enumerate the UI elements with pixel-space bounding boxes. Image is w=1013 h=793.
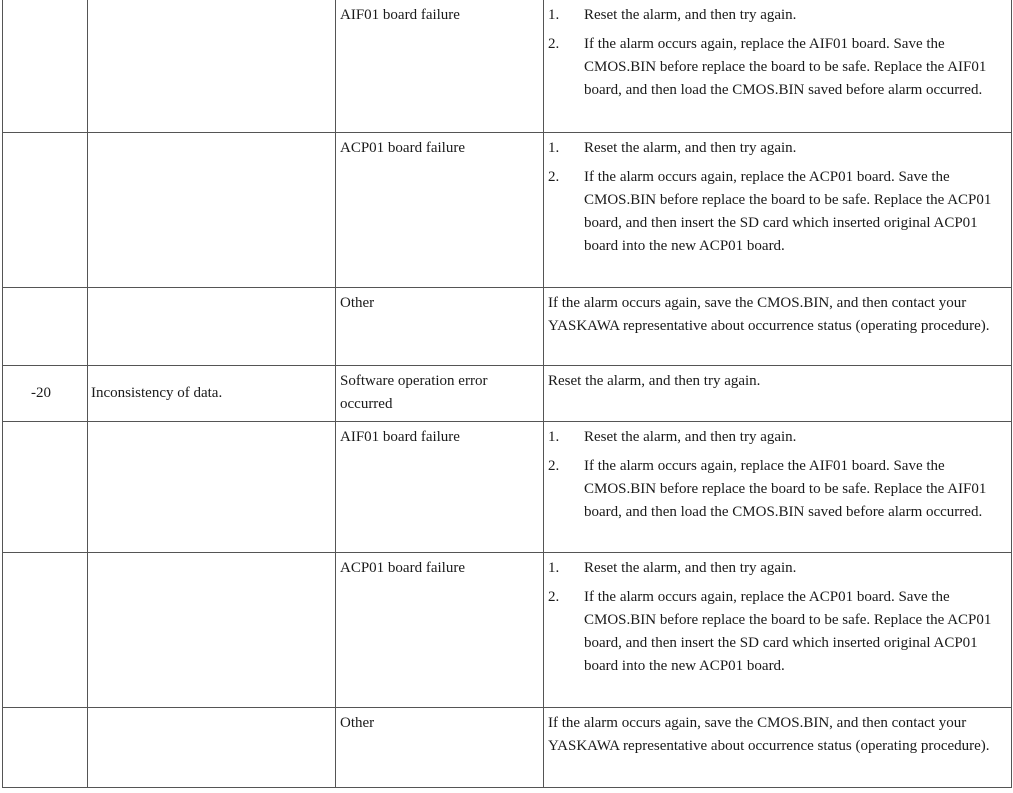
remedy-step	[548, 455, 1007, 524]
cause-text: Other	[340, 715, 375, 731]
table-row	[3, 708, 1012, 788]
cause-text: ACP01 board failure	[340, 140, 465, 156]
sub-code-cell	[3, 133, 88, 288]
step-number: 1.	[548, 7, 560, 23]
step-number: 2.	[548, 458, 560, 474]
alarm-remedy-table	[2, 0, 1012, 788]
table-row	[3, 288, 1012, 366]
remedy-step	[548, 166, 1007, 258]
cause-cell	[336, 0, 544, 133]
remedy-steps	[544, 0, 1011, 102]
description: Inconsistency of data.	[91, 385, 223, 401]
description-cell	[88, 133, 336, 288]
remedy-cell	[544, 422, 1012, 553]
table-row	[3, 133, 1012, 288]
remedy-cell	[544, 133, 1012, 288]
sub-code-cell	[3, 288, 88, 366]
remedy-step	[548, 557, 1007, 580]
remedy-steps	[544, 553, 1011, 678]
table-row	[3, 422, 1012, 553]
step-text: Reset the alarm, and then try again.	[584, 7, 797, 23]
remedy-text: If the alarm occurs again, save the CMOS.BIN, and then contact your YASKAWA representative about occurrence status (operating procedure).	[548, 295, 990, 334]
remedy-text: If the alarm occurs again, save the CMOS.BIN, and then contact your YASKAWA representative about occurrence status (operating procedure).	[548, 715, 990, 754]
cause-cell	[336, 288, 544, 366]
step-number: 1.	[548, 140, 560, 156]
table-row	[3, 553, 1012, 708]
step-text: Reset the alarm, and then try again.	[584, 140, 797, 156]
cause-text: Software operation error occurred	[340, 373, 488, 412]
remedy-step	[548, 4, 1007, 27]
remedy-cell	[544, 553, 1012, 708]
remedy-step	[548, 586, 1007, 678]
table-row	[3, 366, 1012, 422]
cause-text: Other	[340, 295, 375, 311]
table-row	[3, 0, 1012, 133]
remedy-cell	[544, 708, 1012, 788]
remedy-text: Reset the alarm, and then try again.	[548, 373, 761, 389]
remedy-steps	[544, 133, 1011, 258]
step-text: If the alarm occurs again, replace the AIF01 board. Save the CMOS.BIN before replace the board to be safe. Replace the AIF01 board, and then load the CMOS.BIN saved before alarm occurred.	[584, 458, 987, 520]
sub-code-cell	[3, 708, 88, 788]
sub-code-cell	[3, 366, 88, 422]
description-cell	[88, 366, 336, 422]
step-text: Reset the alarm, and then try again.	[584, 560, 797, 576]
remedy-step	[548, 137, 1007, 160]
cause-text: ACP01 board failure	[340, 560, 465, 576]
cause-cell	[336, 422, 544, 553]
sub-code: -20	[31, 385, 51, 401]
step-text: If the alarm occurs again, replace the AIF01 board. Save the CMOS.BIN before replace the board to be safe. Replace the AIF01 board, and then load the CMOS.BIN saved before alarm occurred.	[584, 36, 987, 98]
remedy-steps	[544, 422, 1011, 524]
description-cell	[88, 708, 336, 788]
description-cell	[88, 0, 336, 133]
description-cell	[88, 288, 336, 366]
cause-text: AIF01 board failure	[340, 7, 460, 23]
sub-code-cell	[3, 0, 88, 133]
step-number: 2.	[548, 169, 560, 185]
step-text: If the alarm occurs again, replace the ACP01 board. Save the CMOS.BIN before replace the board to be safe. Replace the ACP01 board, and then insert the SD card which inserted original ACP01 board into the new ACP01 board.	[584, 169, 992, 254]
step-number: 1.	[548, 429, 560, 445]
cause-cell	[336, 708, 544, 788]
cause-cell	[336, 553, 544, 708]
step-number: 2.	[548, 589, 560, 605]
remedy-cell	[544, 288, 1012, 366]
step-number: 1.	[548, 560, 560, 576]
cause-cell	[336, 133, 544, 288]
cause-cell	[336, 366, 544, 422]
description-cell	[88, 553, 336, 708]
remedy-cell	[544, 0, 1012, 133]
sub-code-cell	[3, 422, 88, 553]
sub-code-cell	[3, 553, 88, 708]
step-number: 2.	[548, 36, 560, 52]
step-text: If the alarm occurs again, replace the ACP01 board. Save the CMOS.BIN before replace the board to be safe. Replace the ACP01 board, and then insert the SD card which inserted original ACP01 board into the new ACP01 board.	[584, 589, 992, 674]
description-cell	[88, 422, 336, 553]
remedy-step	[548, 33, 1007, 102]
step-text: Reset the alarm, and then try again.	[584, 429, 797, 445]
remedy-cell	[544, 366, 1012, 422]
cause-text: AIF01 board failure	[340, 429, 460, 445]
remedy-step	[548, 426, 1007, 449]
